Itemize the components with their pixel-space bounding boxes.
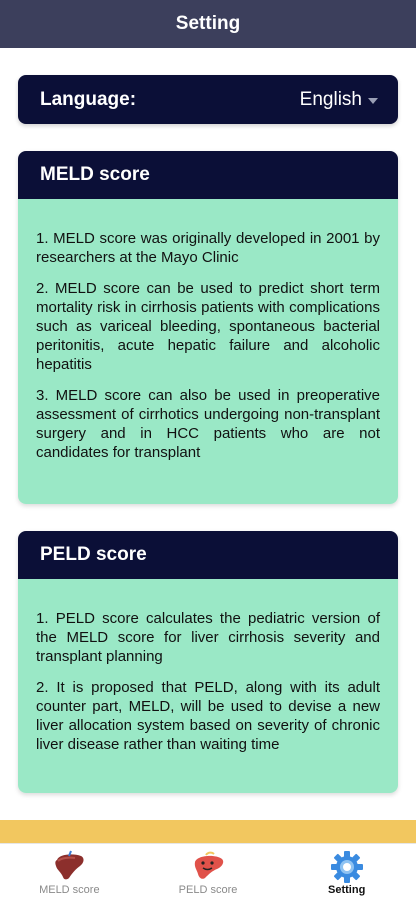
- peld-paragraph: 1. PELD score calculates the pediatric version of the MELD score for liver cirrhosis severity and transplant planning: [36, 610, 380, 665]
- peld-card-body: [18, 579, 398, 793]
- peld-info-card: [18, 531, 398, 793]
- liver-face-icon: [190, 850, 226, 884]
- meld-card-header: [18, 151, 398, 199]
- language-label: Language:: [40, 88, 137, 110]
- tab-peld-score[interactable]: [139, 844, 278, 901]
- page-title: Setting: [175, 13, 241, 34]
- caret-down-icon: [368, 98, 378, 104]
- meld-paragraph: 3. MELD score can also be used in preoperative assessment of cirrhotics undergoing non-transplant surgery and in HCC patients who are not candidates for transplant: [36, 387, 380, 461]
- app-header: [0, 0, 416, 48]
- bottom-tab-bar: [0, 843, 416, 901]
- meld-paragraph: 2. MELD score can be used to predict short term mortality risk in cirrhosis patients with complications such as variceal bleeding, spontaneous bacterial peritonitis, acute hepatic failure and alcoholic hepatitis: [36, 280, 380, 373]
- language-row[interactable]: [18, 75, 398, 124]
- tab-label: MELD score: [39, 884, 100, 896]
- language-value: English: [299, 88, 362, 110]
- peld-card-header: [18, 531, 398, 579]
- meld-info-card: [18, 151, 398, 504]
- meld-paragraph: 1. MELD score was originally developed in 2001 by researchers at the Mayo Clinic: [36, 230, 380, 266]
- language-select[interactable]: [300, 89, 378, 111]
- tab-meld-score[interactable]: [0, 844, 139, 901]
- tab-label: Setting: [328, 884, 366, 896]
- gear-icon: [329, 850, 365, 884]
- meld-card-body: [18, 199, 398, 504]
- tab-label: PELD score: [178, 884, 238, 896]
- meld-card-title: MELD score: [40, 164, 150, 185]
- tab-setting[interactable]: [277, 844, 416, 901]
- peld-paragraph: 2. It is proposed that PELD, along with its adult counter part, MELD, will be used to devise a new liver allocation system based on severity of chronic liver disease rather than waiting time: [36, 679, 380, 753]
- liver-icon: [51, 850, 87, 884]
- peld-card-title: PELD score: [40, 544, 147, 565]
